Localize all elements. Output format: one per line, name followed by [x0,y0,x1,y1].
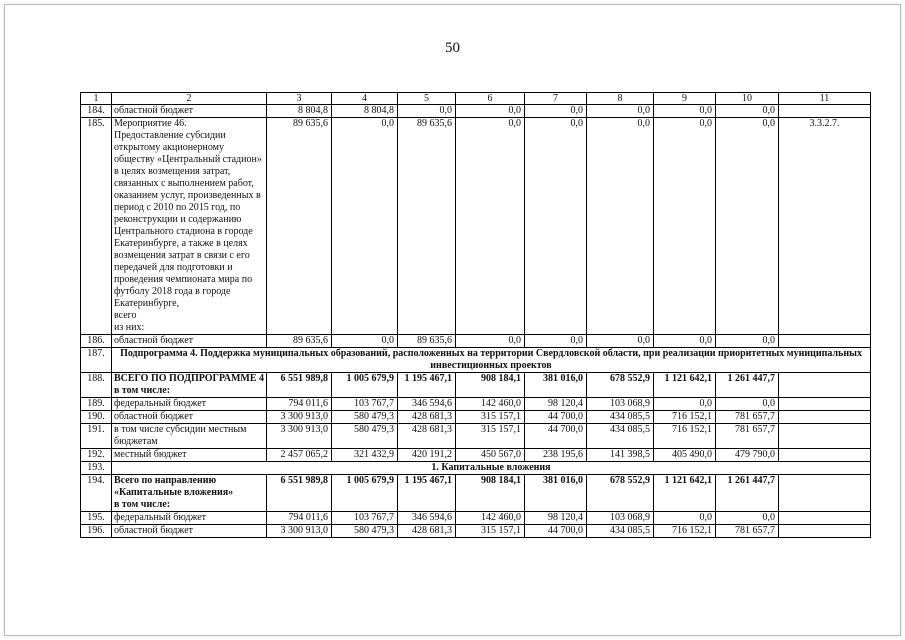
value-cell: 0,0 [716,335,779,348]
value-cell: 0,0 [456,118,525,335]
value-cell: 0,0 [398,105,456,118]
value-cell: 0,0 [332,335,398,348]
value-cell: 141 398,5 [587,449,654,462]
value-cell: 716 152,1 [654,525,716,538]
value-cell: 908 184,1 [456,475,525,512]
value-cell: 0,0 [654,335,716,348]
value-cell: 428 681,3 [398,525,456,538]
page-number: 50 [445,40,460,56]
value-cell: 434 085,5 [587,525,654,538]
value-cell: 44 700,0 [525,411,587,424]
column-header: 1 [81,93,112,105]
value-cell: 0,0 [654,118,716,335]
value-cell: 716 152,1 [654,411,716,424]
value-cell: 678 552,9 [587,475,654,512]
value-cell: 0,0 [716,398,779,411]
row-label: ВСЕГО ПО ПОДПРОГРАММЕ 4 в том числе: [112,373,267,398]
value-cell: 428 681,3 [398,424,456,449]
column-header: 2 [112,93,267,105]
value-cell: 1 261 447,7 [716,475,779,512]
value-cell: 1 195 467,1 [398,373,456,398]
code-cell [779,411,871,424]
column-header: 5 [398,93,456,105]
row-number: 188. [81,373,112,398]
row-number: 191. [81,424,112,449]
value-cell: 0,0 [456,105,525,118]
column-header: 8 [587,93,654,105]
table-row [81,449,871,462]
value-cell: 346 594,6 [398,512,456,525]
value-cell: 3 300 913,0 [267,525,332,538]
value-cell: 315 157,1 [456,411,525,424]
value-cell: 6 551 989,8 [267,475,332,512]
value-cell: 6 551 989,8 [267,373,332,398]
value-cell: 8 804,8 [332,105,398,118]
value-cell: 781 657,7 [716,411,779,424]
column-header: 4 [332,93,398,105]
value-cell: 0,0 [654,398,716,411]
value-cell: 0,0 [525,118,587,335]
value-cell: 794 011,6 [267,398,332,411]
row-number: 193. [81,462,112,475]
value-cell: 0,0 [525,105,587,118]
value-cell: 103 767,7 [332,398,398,411]
value-cell: 0,0 [716,118,779,335]
table-row [81,335,871,348]
row-number: 187. [81,348,112,373]
value-cell: 89 635,6 [398,118,456,335]
code-cell [779,449,871,462]
row-label: в том числе субсидии местным бюджетам [112,424,267,449]
table-row [81,398,871,411]
value-cell: 781 657,7 [716,424,779,449]
column-header: 3 [267,93,332,105]
value-cell: 0,0 [587,335,654,348]
row-number: 195. [81,512,112,525]
value-cell: 89 635,6 [267,335,332,348]
value-cell: 381 016,0 [525,475,587,512]
value-cell: 346 594,6 [398,398,456,411]
value-cell: 98 120,4 [525,512,587,525]
row-label: Мероприятие 46. Предоставление субсидии открытому акционерному обществу «Центральный стадион» в целях возмещения затрат, связанных с выполнением работ, оказанием услуг, произведенных в период с 2010 по 2015 год, по реконструкции и содержанию Центрального стадиона в городе Екатеринбурге, а также в целях возмещения затрат в связи с его передачей для подготовки и проведения чемпионата мира по футболу 2018 года в городе Екатеринбурге, всего из них: [112,118,267,335]
value-cell: 479 790,0 [716,449,779,462]
column-header: 10 [716,93,779,105]
value-cell: 3 300 913,0 [267,424,332,449]
section-title: Подпрограмма 4. Поддержка муниципальных образований, расположенных на территории Свердловской области, при реализации приоритетных муниципальных инвестиционных проектов [112,348,871,373]
budget-table [80,92,871,538]
value-cell: 321 432,9 [332,449,398,462]
table-row [81,105,871,118]
value-cell: 716 152,1 [654,424,716,449]
value-cell: 103 068,9 [587,398,654,411]
value-cell: 0,0 [587,105,654,118]
value-cell: 0,0 [654,105,716,118]
value-cell: 315 157,1 [456,525,525,538]
table-row [81,411,871,424]
value-cell: 3 300 913,0 [267,411,332,424]
table-row [81,118,871,335]
value-cell: 8 804,8 [267,105,332,118]
value-cell: 238 195,6 [525,449,587,462]
value-cell: 420 191,2 [398,449,456,462]
row-number: 192. [81,449,112,462]
value-cell: 0,0 [587,118,654,335]
value-cell: 1 195 467,1 [398,475,456,512]
value-cell: 2 457 065,2 [267,449,332,462]
column-header: 6 [456,93,525,105]
row-label: областной бюджет [112,335,267,348]
value-cell: 434 085,5 [587,411,654,424]
value-cell: 580 479,3 [332,424,398,449]
row-label: областной бюджет [112,525,267,538]
table-body [81,93,871,538]
value-cell: 142 460,0 [456,398,525,411]
row-label: областной бюджет [112,411,267,424]
value-cell: 0,0 [654,512,716,525]
value-cell: 89 635,6 [267,118,332,335]
row-label: Всего по направлению «Капитальные вложения» в том числе: [112,475,267,512]
value-cell: 1 261 447,7 [716,373,779,398]
code-cell [779,335,871,348]
table-row [81,373,871,398]
value-cell: 434 085,5 [587,424,654,449]
value-cell: 0,0 [716,512,779,525]
code-cell [779,525,871,538]
table-row [81,348,871,373]
row-label: областной бюджет [112,105,267,118]
value-cell: 0,0 [456,335,525,348]
value-cell: 142 460,0 [456,512,525,525]
code-cell [779,398,871,411]
value-cell: 0,0 [332,118,398,335]
value-cell: 781 657,7 [716,525,779,538]
row-number: 189. [81,398,112,411]
value-cell: 580 479,3 [332,411,398,424]
table-row [81,424,871,449]
value-cell: 450 567,0 [456,449,525,462]
table-row [81,512,871,525]
row-number: 185. [81,118,112,335]
value-cell: 794 011,6 [267,512,332,525]
value-cell: 0,0 [525,335,587,348]
code-cell: 3.3.2.7. [779,118,871,335]
row-label: местный бюджет [112,449,267,462]
code-cell [779,105,871,118]
value-cell: 44 700,0 [525,424,587,449]
section-title: 1. Капитальные вложения [112,462,871,475]
value-cell: 405 490,0 [654,449,716,462]
code-cell [779,512,871,525]
value-cell: 1 005 679,9 [332,475,398,512]
value-cell: 1 121 642,1 [654,373,716,398]
row-number: 186. [81,335,112,348]
value-cell: 580 479,3 [332,525,398,538]
value-cell: 98 120,4 [525,398,587,411]
code-cell [779,424,871,449]
value-cell: 1 121 642,1 [654,475,716,512]
value-cell: 908 184,1 [456,373,525,398]
value-cell: 0,0 [716,105,779,118]
row-number: 194. [81,475,112,512]
column-header: 7 [525,93,587,105]
value-cell: 428 681,3 [398,411,456,424]
value-cell: 678 552,9 [587,373,654,398]
row-number: 196. [81,525,112,538]
column-header: 9 [654,93,716,105]
code-cell [779,475,871,512]
table-row [81,525,871,538]
table-row [81,462,871,475]
row-number: 190. [81,411,112,424]
row-number: 184. [81,105,112,118]
value-cell: 1 005 679,9 [332,373,398,398]
value-cell: 381 016,0 [525,373,587,398]
value-cell: 103 068,9 [587,512,654,525]
row-label: федеральный бюджет [112,398,267,411]
code-cell [779,373,871,398]
value-cell: 315 157,1 [456,424,525,449]
value-cell: 103 767,7 [332,512,398,525]
header-row [81,93,871,105]
row-label: федеральный бюджет [112,512,267,525]
table-row [81,475,871,512]
column-header: 11 [779,93,871,105]
value-cell: 44 700,0 [525,525,587,538]
value-cell: 89 635,6 [398,335,456,348]
